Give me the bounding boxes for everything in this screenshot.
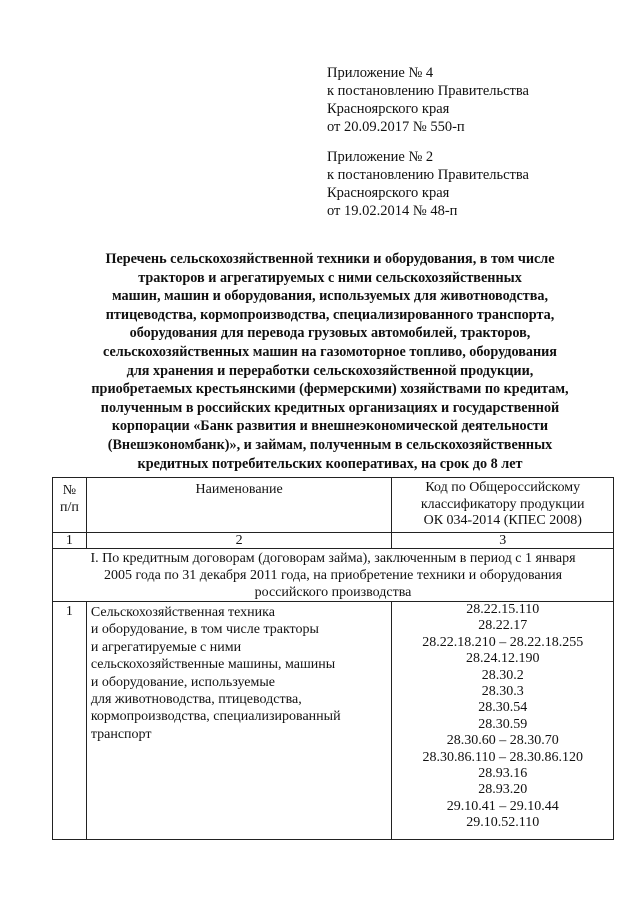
row-code-cell xyxy=(392,602,614,840)
column-index-cell: 2 xyxy=(86,533,392,549)
section-heading-cell xyxy=(53,549,614,602)
appendix-line: от 20.09.2017 № 550-п xyxy=(327,119,465,135)
title-line: приобретаемых крестьянскими (фермерскими) хозяйствами по кредитам, xyxy=(91,381,569,398)
table-row xyxy=(53,602,614,840)
product-code: 28.22.17 xyxy=(478,618,528,634)
document-title xyxy=(40,250,620,473)
section-heading-row xyxy=(53,549,614,602)
title-line: оборудования для перевода грузовых автомобилей, тракторов, xyxy=(129,325,531,342)
row-name-line: сельскохозяйственные машины, машины xyxy=(90,657,336,673)
title-line: птицеводства, кормопроизводства, специализированного транспорта, xyxy=(105,306,555,323)
title-line: полученным в российских кредитных организациях и государственной xyxy=(100,399,560,416)
header-code-text: Код по Общероссийскому xyxy=(425,480,581,495)
product-code: 29.10.41 – 29.10.44 xyxy=(446,798,559,814)
header-code-cell xyxy=(392,478,614,533)
row-name-line: и оборудование, в том числе тракторы xyxy=(90,622,319,638)
header-number-text: п/п xyxy=(59,500,79,515)
section-heading-line: 2005 года по 31 декабря 2011 года, на приобретение техники и оборудования xyxy=(103,568,563,583)
appendix-header-secondary xyxy=(327,148,529,220)
row-name-line: Сельскохозяйственная техника xyxy=(90,605,275,620)
title-line: корпорации «Банк развития и внешнеэкономической деятельности xyxy=(111,418,549,435)
equipment-table xyxy=(52,477,614,840)
row-name-line: транспорт xyxy=(90,726,152,742)
product-code: 28.22.15.110 xyxy=(466,602,540,617)
header-number-cell xyxy=(53,478,87,533)
product-code: 28.24.12.190 xyxy=(465,651,540,667)
header-name-cell xyxy=(86,478,392,533)
column-index-cell: 3 xyxy=(392,533,614,549)
product-code: 28.30.59 xyxy=(478,716,528,732)
appendix-line: Приложение № 2 xyxy=(327,149,434,165)
header-name-text: Наименование xyxy=(195,482,283,497)
row-name-line: для животноводства, птицеводства, xyxy=(90,692,302,708)
product-code: 28.30.2 xyxy=(481,667,524,683)
title-line: для хранения и переработки сельскохозяйственной продукции, xyxy=(126,362,534,379)
row-number-cell: 1 xyxy=(53,602,87,840)
appendix-line: Приложение № 4 xyxy=(327,65,434,81)
header-code-text: ОК 034-2014 (КПЕС 2008) xyxy=(423,513,582,528)
product-code: 28.93.16 xyxy=(478,766,528,782)
title-line: машин, машин и оборудования, используемых для животноводства, xyxy=(111,288,549,305)
row-name-line: и оборудование, используемые xyxy=(90,674,275,690)
appendix-line: Красноярского края xyxy=(327,185,450,201)
row-name-line: и агрегатируемые с ними xyxy=(90,639,242,655)
row-name-cell xyxy=(86,602,392,840)
appendix-header-primary xyxy=(327,64,529,136)
title-line: тракторов и агрегатируемых с ними сельскохозяйственных xyxy=(138,269,522,286)
section-heading-line: российского производства xyxy=(254,585,412,600)
appendix-line: Красноярского края xyxy=(327,101,450,117)
section-heading-line: I. По кредитным договорам (договорам займа), заключенным в период с 1 января xyxy=(90,551,576,566)
product-code: 28.22.18.210 – 28.22.18.255 xyxy=(422,634,584,650)
row-name-line: кормопроизводства, специализированный xyxy=(90,709,341,725)
product-code: 28.30.3 xyxy=(481,684,524,700)
title-line: сельскохозяйственных машин на газомоторное топливо, оборудования xyxy=(103,343,557,360)
header-number-text: № xyxy=(62,483,77,498)
product-code: 28.93.20 xyxy=(478,782,528,798)
appendix-line: к постановлению Правительства xyxy=(327,83,529,99)
column-index-row xyxy=(53,533,614,549)
header-code-text: классификатору продукции xyxy=(420,496,585,512)
appendix-line: к постановлению Правительства xyxy=(327,167,529,183)
product-code: 29.10.52.110 xyxy=(466,815,540,831)
table-header-row xyxy=(53,478,614,533)
appendix-line: от 19.02.2014 № 48-п xyxy=(327,203,458,219)
title-line: (Внешэкономбанк)», и займам, полученным в сельскохозяйственных xyxy=(107,436,553,453)
product-code: 28.30.86.110 – 28.30.86.120 xyxy=(422,749,583,765)
title-line: Перечень сельскохозяйственной техники и оборудования, в том числе xyxy=(105,251,555,267)
product-code: 28.30.60 – 28.30.70 xyxy=(446,733,559,749)
column-index-cell: 1 xyxy=(53,533,87,549)
title-line: кредитных потребительских кооперативах, на срок до 8 лет xyxy=(137,455,523,472)
product-code: 28.30.54 xyxy=(478,700,528,716)
